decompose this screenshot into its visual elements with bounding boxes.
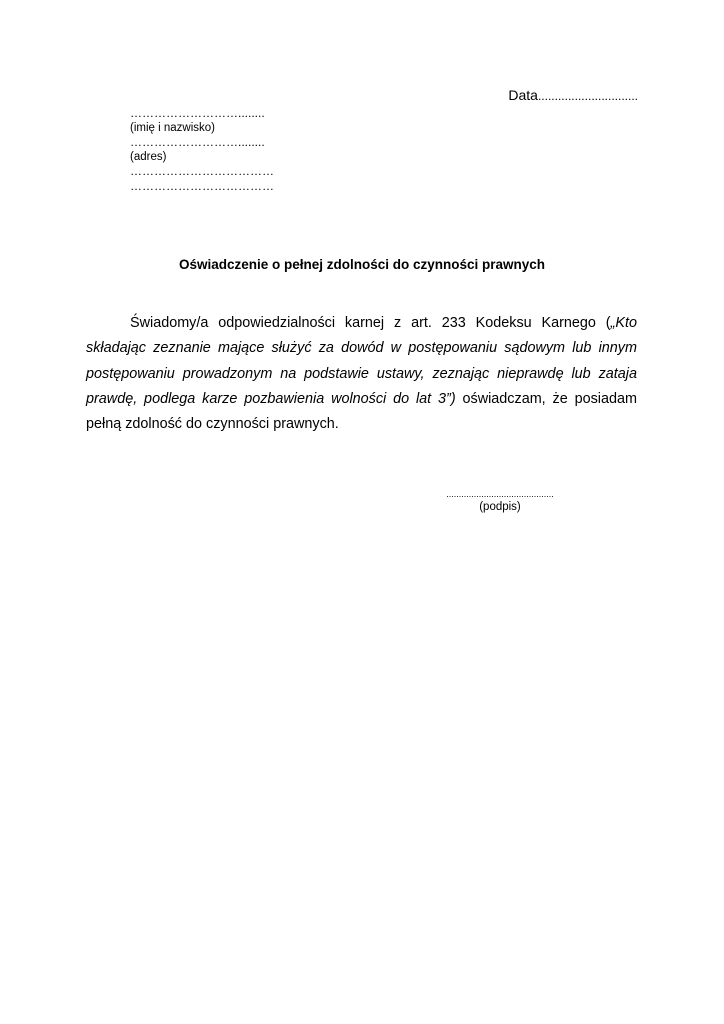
statement-outro: oświadczam, że posiadam pełną zdolność do czynności prawnych xyxy=(86,390,638,433)
name-caption: (imię i nazwisko) xyxy=(130,121,215,134)
signature-caption: (podpis) xyxy=(479,501,521,513)
statement-paragraph xyxy=(86,311,637,437)
statement-intro: Świadomy/a odpowiedzialności karnej z art. 233 Kodeksu Karnego ( xyxy=(130,315,611,331)
date-label: Data xyxy=(508,87,538,103)
document-title: Oświadczenie o pełnej zdolności do czynności prawnych xyxy=(178,257,546,272)
date-dots: .............................. xyxy=(537,89,638,103)
address-dotted-line: ………………………........ xyxy=(130,135,265,150)
address-dotted-line-2: ……………………………… xyxy=(130,164,274,179)
statement-end: . xyxy=(334,416,339,433)
name-dotted-line: ………………………........ xyxy=(130,106,265,120)
address-caption: (adres) xyxy=(130,150,167,163)
date-field xyxy=(508,86,638,105)
signature-block xyxy=(434,489,566,514)
address-dotted-line-3: ……………………………… xyxy=(130,178,274,193)
signature-dotted-line: ........................................... xyxy=(446,489,554,499)
statement-quote: „Kto składając zeznanie mające służyć za dowód w postępowaniu sądowym lub innym postępowaniu prowadzonym na podstawie ustawy, zeznając nieprawdę lub zataja prawdę, podlega karze pozbawienia wolności do lat 3”) xyxy=(86,315,637,407)
sender-block xyxy=(130,106,274,194)
